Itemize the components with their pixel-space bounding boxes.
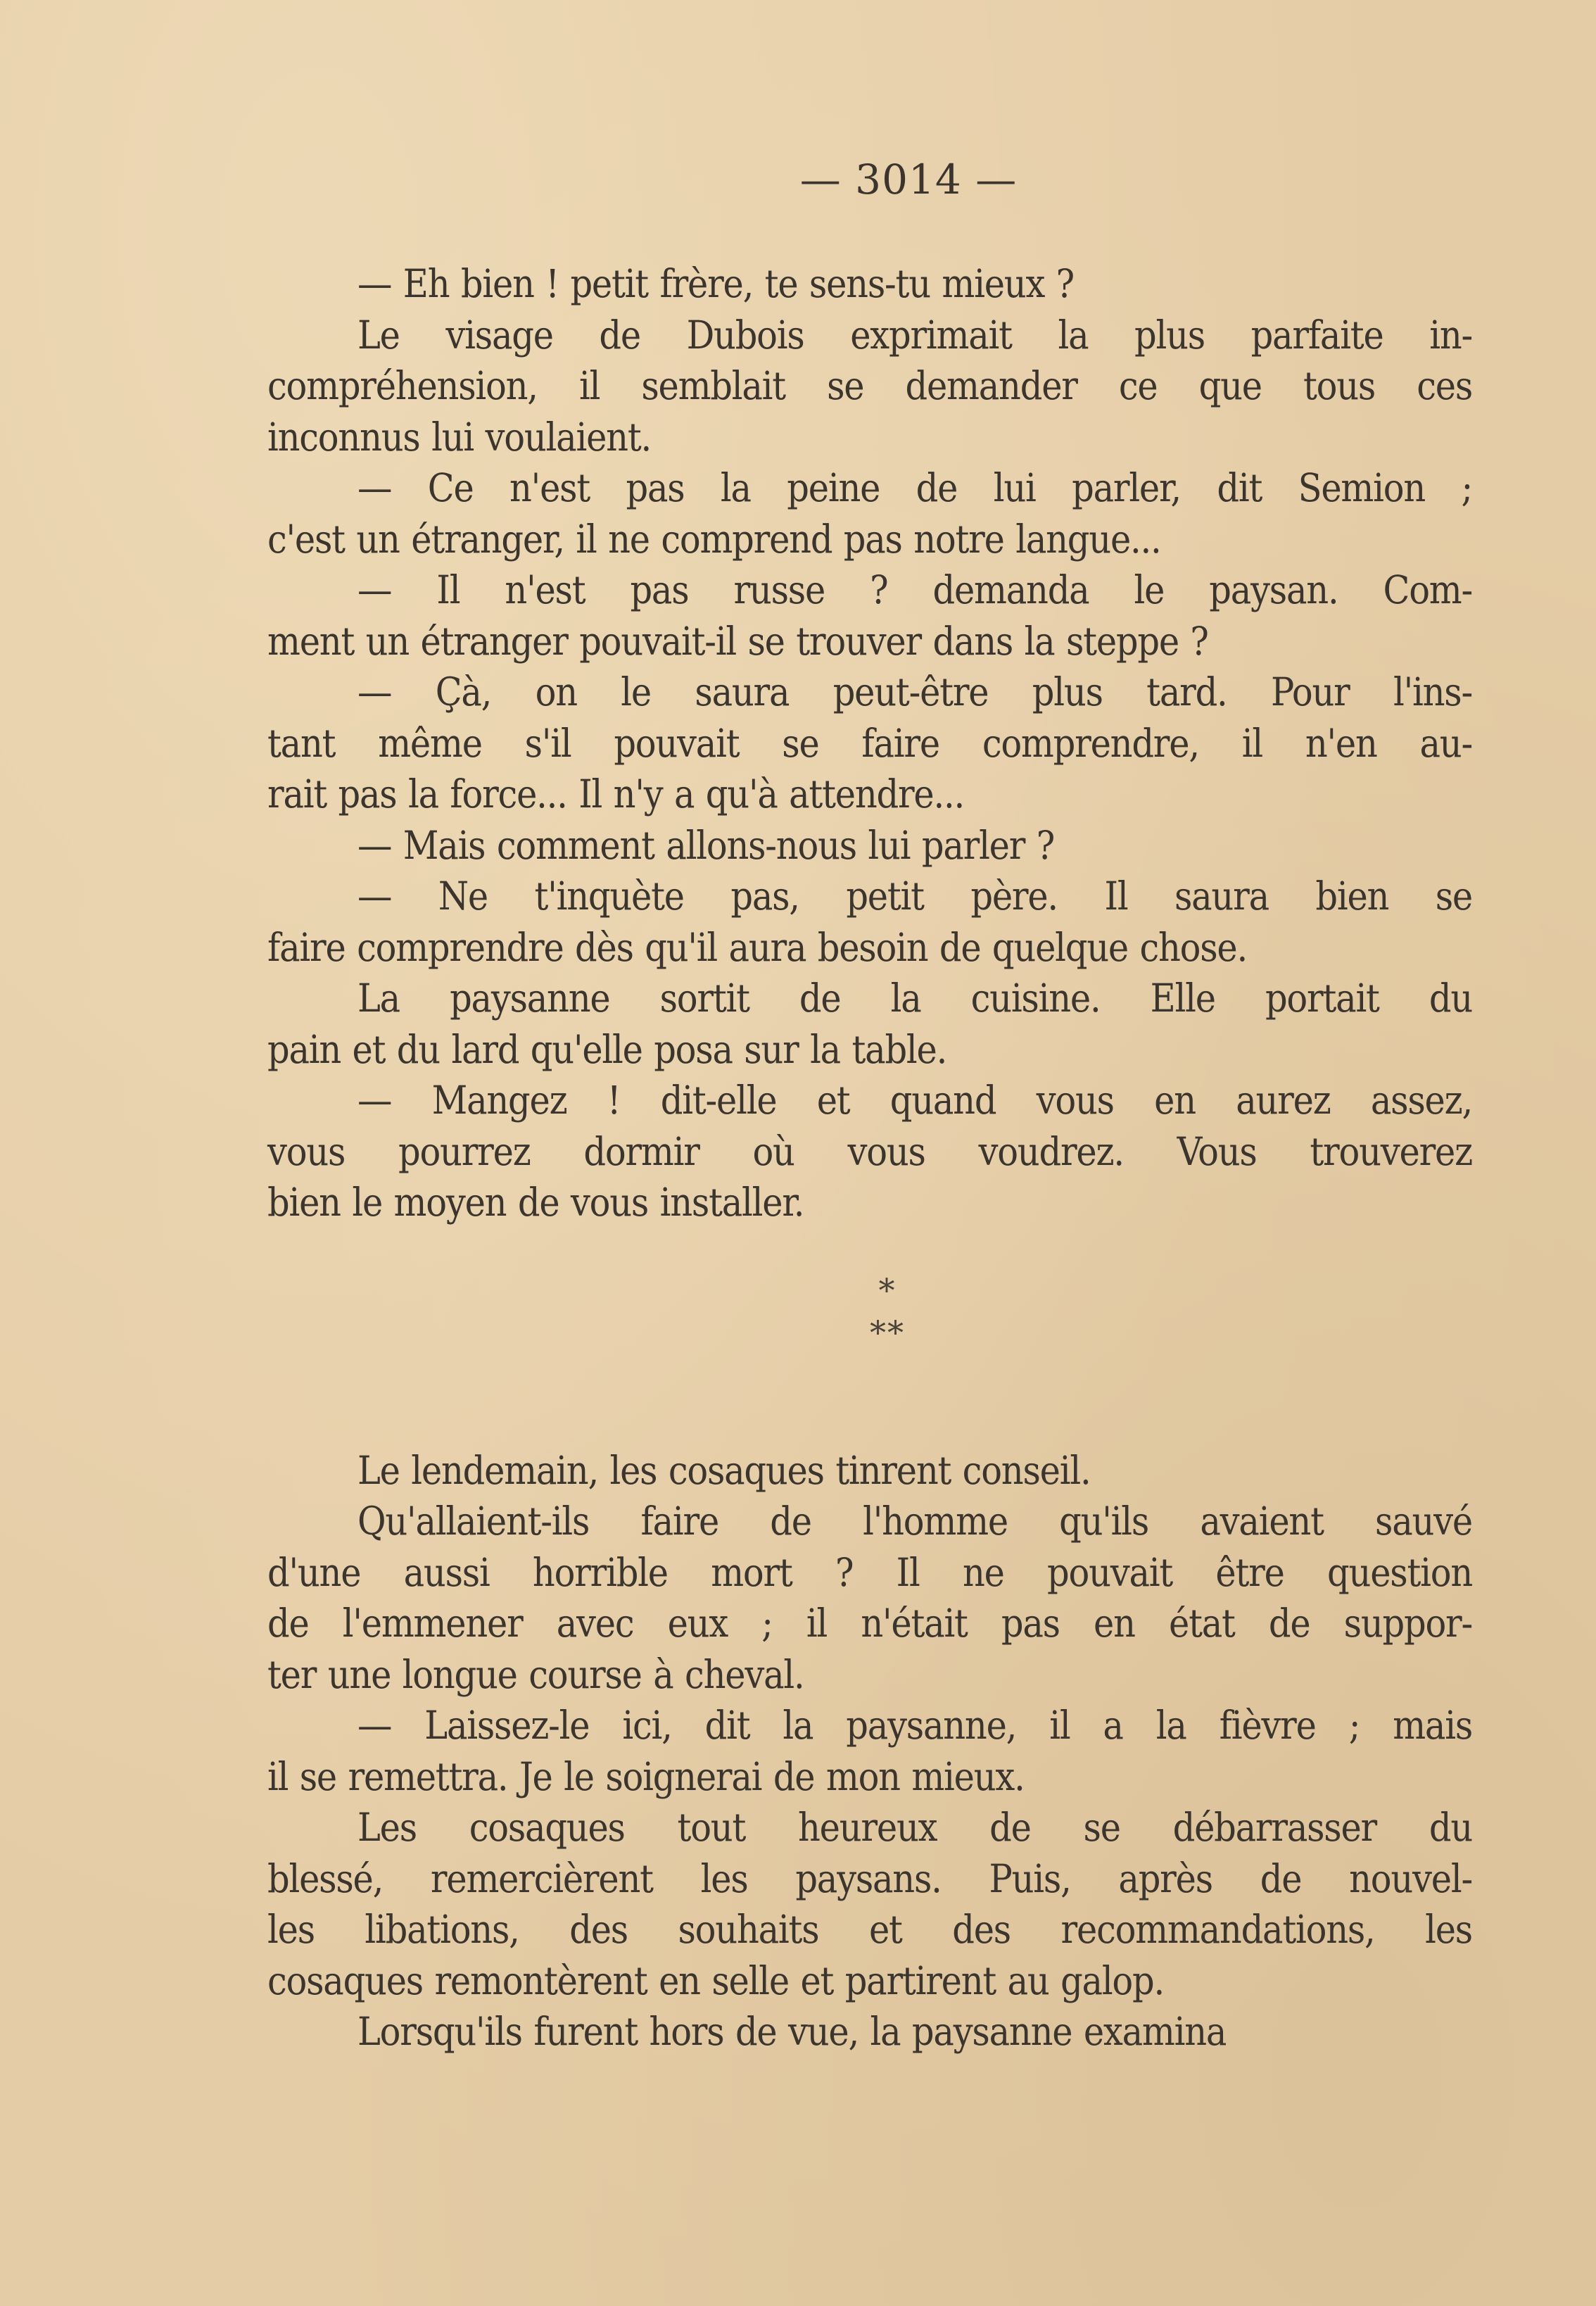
text-line: il se remettra. Je le soignerai de mon mieux. xyxy=(267,1753,1025,1799)
text-line: bien le moyen de vous installer. xyxy=(267,1180,804,1225)
text-line: — Eh bien ! petit frère, te sens-tu mieux ? xyxy=(357,261,1075,306)
asterism-bottom-stars: ** xyxy=(870,1313,905,1352)
text-line: — Çà, on le saura peut-être plus tard. Pour l'ins- xyxy=(357,669,1472,714)
text-line: d'une aussi horrible mort ? Il ne pouvait être question xyxy=(267,1549,1472,1595)
text-line: — Laissez-le ici, dit la paysanne, il a la fièvre ; mais xyxy=(357,1703,1472,1748)
paragraph xyxy=(267,565,1472,667)
paragraph xyxy=(267,310,1472,463)
text-line: rait pas la force... Il n'y a qu'à attendre... xyxy=(267,771,965,817)
page-number: — 3014 — xyxy=(799,156,1018,203)
paragraph xyxy=(267,871,1472,973)
section-gap xyxy=(267,1354,1472,1445)
text-line: Les cosaques tout heureux de se débarrasser du xyxy=(357,1805,1472,1850)
paragraph xyxy=(267,2006,1472,2058)
paragraph xyxy=(267,820,1472,871)
text-line: faire comprendre dès qu'il aura besoin de quelque chose. xyxy=(267,924,1248,970)
text-line: les libations, des souhaits et des recommandations, les xyxy=(267,1907,1472,1952)
text-line: La paysanne sortit de la cuisine. Elle portait du xyxy=(357,976,1472,1021)
text-line: tant même s'il pouvait se faire comprendre, il n'en au- xyxy=(267,720,1472,766)
text-line: — Mais comment allons-nous lui parler ? xyxy=(357,822,1055,868)
paragraph xyxy=(267,1445,1472,1497)
paragraph xyxy=(267,1802,1472,2006)
text-line: Lorsqu'ils furent hors de vue, la paysanne examina xyxy=(357,2009,1227,2054)
paragraph xyxy=(267,1075,1472,1228)
text-line: compréhension, il semblait se demander ce que tous ces xyxy=(267,363,1472,408)
text-line: Le visage de Dubois exprimait la plus parfaite in- xyxy=(357,312,1472,358)
text-line: vous pourrez dormir où vous voudrez. Vous trouverez xyxy=(267,1128,1472,1174)
paragraph xyxy=(267,462,1472,565)
text-line: cosaques remontèrent en selle et partirent au galop. xyxy=(267,1958,1164,2003)
text-after-break xyxy=(267,1445,1472,2058)
text-line: blessé, remercièrent les paysans. Puis, après de nouvel- xyxy=(267,1855,1472,1901)
text-line: c'est un étranger, il ne comprend pas notre langue... xyxy=(267,516,1161,562)
asterism-top-star: * xyxy=(878,1271,897,1309)
text-before-break xyxy=(267,258,1472,1228)
text-line: inconnus lui voulaient. xyxy=(267,414,652,460)
text-line: — Mangez ! dit-elle et quand vous en aurez assez, xyxy=(357,1078,1472,1123)
text-line: pain et du lard qu'elle posa sur la table. xyxy=(267,1026,947,1072)
paragraph xyxy=(267,258,1472,310)
text-line: Le lendemain, les cosaques tinrent conseil. xyxy=(357,1447,1091,1493)
book-page xyxy=(267,144,1472,2058)
text-line: Qu'allaient-ils faire de l'homme qu'ils avaient sauvé xyxy=(357,1499,1472,1544)
text-line: de l'emmener avec eux ; il n'était pas en état de suppor- xyxy=(267,1601,1472,1646)
text-line: ter une longue course à cheval. xyxy=(267,1651,804,1697)
paragraph xyxy=(267,973,1472,1075)
text-line: — Ce n'est pas la peine de lui parler, dit Semion ; xyxy=(357,465,1472,510)
section-break-asterism xyxy=(303,1269,1472,1354)
paragraph xyxy=(267,1496,1472,1700)
text-line: — Il n'est pas russe ? demanda le paysan. Com- xyxy=(357,567,1472,612)
paragraph xyxy=(267,667,1472,820)
paragraph xyxy=(267,1700,1472,1802)
text-line: ment un étranger pouvait-il se trouver dans la steppe ? xyxy=(267,618,1208,664)
text-line: — Ne t'inquète pas, petit père. Il saura bien se xyxy=(357,874,1472,919)
